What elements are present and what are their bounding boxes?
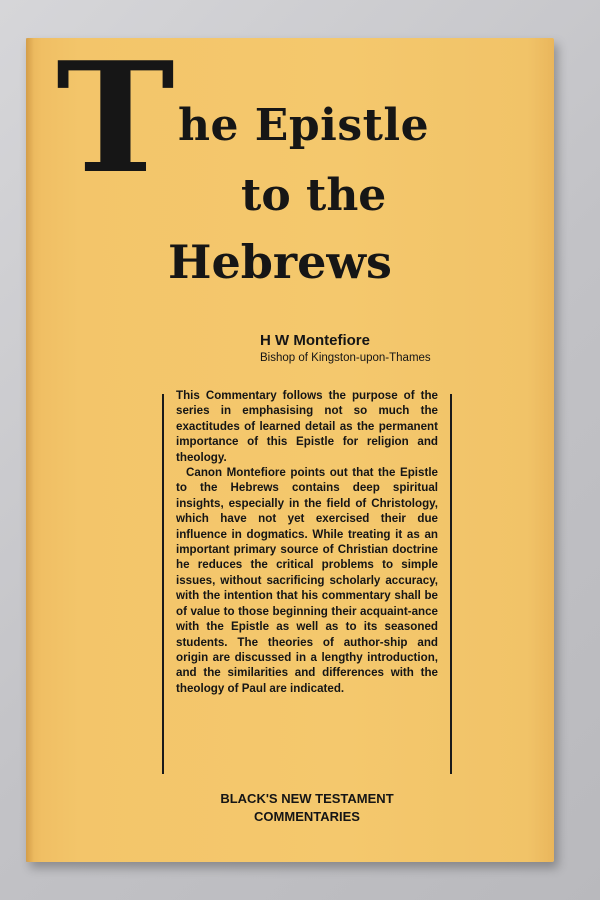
blurb-paragraph-1: This Commentary follows the purpose of the series in emphasising not so much the exactitudes of learned detail as the permanent importance of this Epistle for religion and theology. — [176, 389, 438, 464]
title-line-1: he Epistle — [178, 100, 430, 151]
series-line-2: COMMENTARIES — [254, 809, 360, 824]
spine-shadow — [26, 38, 34, 862]
title-dropcap: T — [56, 28, 175, 207]
series-name — [162, 790, 452, 826]
blurb-text — [176, 388, 438, 696]
author-role: Bishop of Kingston-upon-Thames — [260, 352, 431, 364]
right-rule — [450, 394, 452, 774]
blurb-paragraph-2: Canon Montefiore points out that the Epistle to the Hebrews contains deep spiritual insights, especially in the field of Christology, which have not yet exercised their due influence in dogmatics. While treating it as an important primary source of Christian doctrine he reduces the critical problems to simple issues, without sacrificing scholarly accuracy, with the intention that his commentary shall be of value to those beginning their acquaint-ance with the Epistle as well as to its seasoned students. The theories of author-ship and origin are discussed in a lengthy introduction, and the similarities and differences with the theology of Paul are indicated. — [176, 466, 438, 695]
title-line-3: Hebrews — [168, 235, 392, 289]
book-title — [56, 28, 536, 300]
author-name: H W Montefiore — [260, 332, 370, 349]
left-rule — [162, 394, 164, 774]
series-line-1: BLACK'S NEW TESTAMENT — [220, 791, 394, 806]
title-line-2: to the — [241, 170, 387, 221]
book-cover — [26, 28, 554, 862]
